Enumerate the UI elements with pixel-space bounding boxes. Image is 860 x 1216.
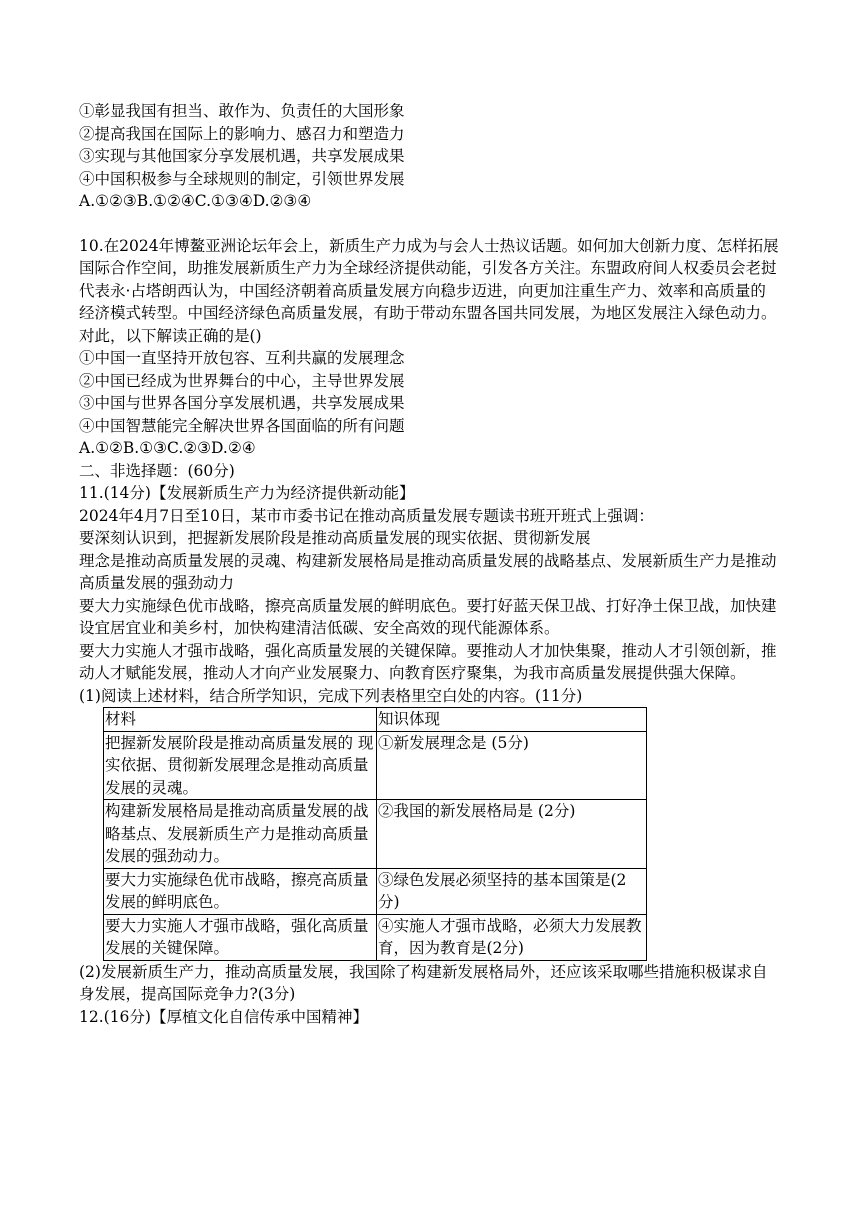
table-row [104, 731, 647, 800]
q11-title: 11.(14分)【发展新质生产力为经济提供新动能】 [79, 484, 415, 502]
table-row [104, 914, 647, 960]
table-cell-answer: ④实施人才强市战略，必须大力发展教育，因为教育是(2分) [377, 914, 647, 960]
question-10 [79, 235, 779, 460]
q12-title: 12.(16分)【厚植文化自信传承中国精神】 [79, 1007, 368, 1026]
q9-option-4: ④中国积极参与全球规则的制定，引领世界发展 [79, 169, 405, 188]
q9-choices: A.①②③B.①②④C.①③④D.②③④ [79, 192, 312, 210]
q10-option-4: ④中国智慧能完全解决世界各国面临的所有问题 [79, 416, 405, 435]
q9-option-1: ①彰显我国有担当、敢作为、负责任的大国形象 [79, 102, 405, 120]
q11-sub-question-2: (2)发展新质生产力，推动高质量发展，我国除了构建新发展格局外，还应该采取哪些措施积极谋求自身发展，提高国际竞争力?(3分) [79, 962, 768, 1003]
q10-option-1: ①中国一直坚持开放包容、互利共赢的发展理念 [79, 349, 405, 367]
table-header-material: 材料 [104, 708, 377, 732]
table-row [104, 868, 647, 914]
table-cell-answer: ③绿色发展必须坚持的基本国策是(2分) [377, 868, 647, 914]
table-header-row [104, 708, 647, 732]
q10-choices: A.①②B.①③C.②③D.②④ [79, 439, 256, 457]
q9-option-3: ③实现与其他国家分享发展机遇，共享发展成果 [79, 147, 405, 165]
q10-option-2: ②中国已经成为世界舞台的中心，主导世界发展 [79, 371, 405, 390]
q10-stem: 10.在2024年博鳌亚洲论坛年会上，新质生产力成为与会人士热议话题。如何加大创新力度、怎样拓展国际合作空间，助推发展新质生产力为全球经济提供动能，引发各方关注。东盟政府间人权委员会老挝代表永·占塔朗西认为，中国经济朝着高质量发展方向稳步迈进，向更加注重生产力、效率和高质量的经济模式转型。中国经济绿色高质量发展，有助于带动东盟各国共同发展，为地区发展注入绿色动力。对此，以下解读正确的是() [79, 236, 779, 345]
knowledge-table [103, 707, 647, 961]
table-header-knowledge: 知识体现 [377, 708, 647, 732]
table-row [104, 800, 647, 869]
q11-para-1: 2024年4月7日至10日，某市市委书记在推动高质量发展专题读书班开班式上强调： [79, 506, 654, 525]
table-cell-material: 把握新发展阶段是推动高质量发展的 现实依据、贯彻新发展理念是推动高质量发展的灵魂。 [104, 731, 377, 800]
section-heading-nonchoice: 二、非选择题：(60分) [79, 461, 235, 480]
exam-page [79, 100, 779, 1028]
q11-para-3: 要大力实施绿色优市战略，擦亮高质量发展的鲜明底色。要打好蓝天保卫战、打好净土保卫战，加快建设宜居宜业和美乡村，加快构建清洁低碳、安全高效的现代能源体系。 [79, 596, 777, 637]
q9-options [79, 100, 779, 213]
q11-para-4: 要大力实施人才强市战略，强化高质量发展的关键保障。要推动人才加快集聚，推动人才引领创新，推动人才赋能发展，推动人才向产业发展聚力、向教育医疗聚集，为我市高质量发展提供强大保障。 [79, 641, 777, 682]
q11-para-2a: 要深刻认识到，把握新发展阶段是推动高质量发展的现实依据、贯彻新发展 [79, 529, 591, 547]
table-cell-material: 要大力实施人才强市战略，强化高质量发展的关键保障。 [104, 914, 377, 960]
question-11 [79, 482, 779, 1006]
q9-option-2: ②提高我国在国际上的影响力、感召力和塑造力 [79, 124, 405, 143]
q11-sub-question-1: (1)阅读上述材料，结合所学知识，完成下列表格里空白处的内容。(11分) [79, 686, 583, 705]
table-cell-material: 要大力实施绿色优市战略，擦亮高质量发展的鲜明底色。 [104, 868, 377, 914]
table-cell-answer: ①新发展理念是 (5分) [377, 731, 647, 800]
table-cell-answer: ②我国的新发展格局是 (2分) [377, 800, 647, 869]
q10-option-3: ③中国与世界各国分享发展机遇，共享发展成果 [79, 394, 405, 412]
q11-para-2b: 理念是推动高质量发展的灵魂、构建新发展格局是推动高质量发展的战略基点、发展新质生产力是推动高质量发展的强劲动力 [79, 551, 777, 592]
table-cell-material: 构建新发展格局是推动高质量发展的战略基点、发展新质生产力是推动高质量发展的强劲动力。 [104, 800, 377, 869]
